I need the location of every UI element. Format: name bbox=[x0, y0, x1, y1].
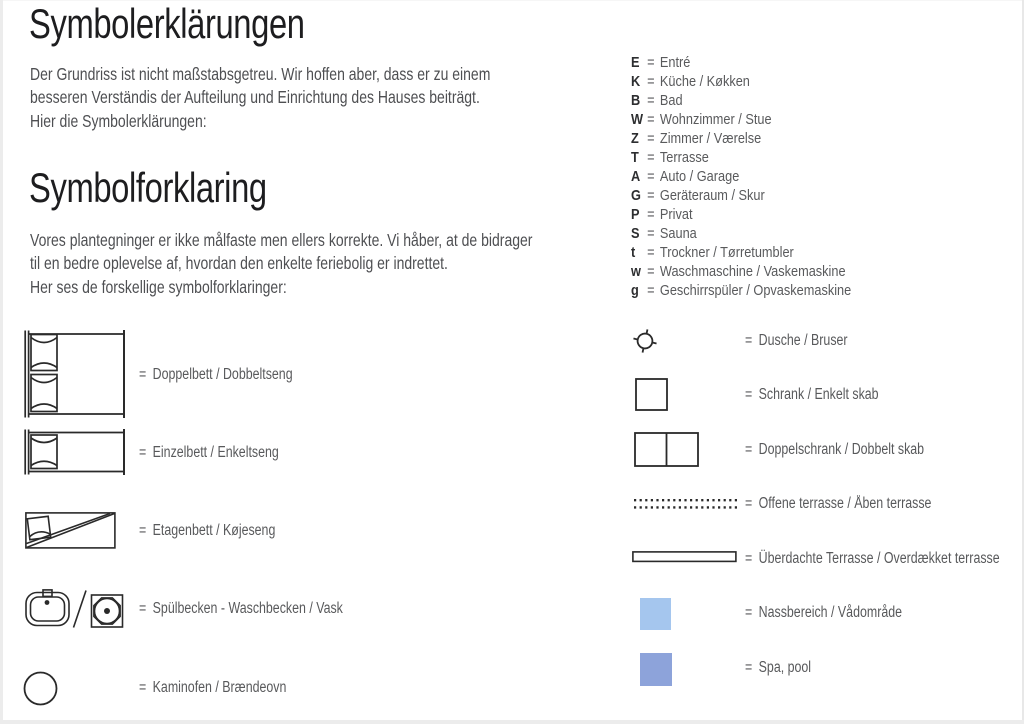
equals-sign: = bbox=[647, 282, 655, 299]
open-terrace-label: = Offene terrasse / Åben terrasse bbox=[745, 495, 932, 512]
legend-label: Auto / Garage bbox=[659, 168, 740, 185]
legend-label: Trockner / Tørretumbler bbox=[659, 244, 794, 261]
equals-sign: = bbox=[647, 244, 655, 261]
legend-letter: g bbox=[631, 282, 639, 299]
legend-letter: P bbox=[631, 206, 640, 223]
double-wardrobe-icon bbox=[634, 432, 699, 467]
shower-icon bbox=[632, 328, 658, 354]
wet-area-label: = Nassbereich / Vådområde bbox=[745, 604, 903, 621]
single-bed-label: = Einzelbett / Enkeltseng bbox=[139, 444, 279, 461]
equals-sign: = bbox=[647, 111, 655, 128]
legend-letter: E bbox=[631, 54, 640, 71]
legend-label: Terrasse bbox=[659, 149, 709, 166]
wood-stove-icon bbox=[22, 670, 59, 707]
covered-terrace-label: = Überdachte Terrasse / Overdækket terrasse bbox=[745, 550, 1000, 567]
letter-legend-row-t bbox=[631, 243, 794, 262]
letter-legend-row-w bbox=[631, 262, 846, 281]
spa-pool-icon bbox=[640, 653, 672, 686]
letter-legend-row-g bbox=[631, 281, 851, 300]
double-bed-icon bbox=[24, 330, 128, 418]
legend-letter: t bbox=[631, 244, 636, 261]
sink-icon bbox=[25, 589, 124, 629]
wood-stove-label: = Kaminofen / Brændeovn bbox=[139, 679, 287, 696]
intro-de-line-3: Hier die Symbolerklärungen: bbox=[30, 110, 207, 131]
legend-letter: T bbox=[631, 149, 639, 166]
intro-de-line-1: Der Grundriss ist nicht maßstabsgetreu. Wir hoffen aber, dass er zu einem bbox=[30, 64, 491, 84]
legend-label: Privat bbox=[659, 206, 693, 223]
legend-letter: K bbox=[631, 73, 641, 90]
equals-sign: = bbox=[139, 444, 147, 461]
single-bed-icon bbox=[24, 429, 128, 475]
legend-label: Wohnzimmer / Stue bbox=[659, 111, 772, 128]
covered-terrace-icon bbox=[632, 551, 737, 563]
equals-sign: = bbox=[139, 600, 147, 617]
sink-label: = Spülbecken - Waschbecken / Vask bbox=[139, 600, 343, 617]
letter-legend-row-W bbox=[631, 110, 772, 129]
letter-legend-row-Z bbox=[631, 129, 761, 148]
equals-sign: = bbox=[745, 659, 753, 676]
legend-letter: w bbox=[631, 263, 641, 280]
legend-letter: W bbox=[631, 111, 644, 128]
equals-sign: = bbox=[745, 550, 753, 567]
intro-paragraph-danish bbox=[30, 229, 532, 299]
single-wardrobe-label: = Schrank / Enkelt skab bbox=[745, 386, 879, 403]
letter-legend-row-T bbox=[631, 148, 709, 167]
spa-pool-label: = Spa, pool bbox=[745, 659, 812, 676]
legend-letter: A bbox=[631, 168, 641, 185]
equals-sign: = bbox=[647, 73, 655, 90]
equals-sign: = bbox=[647, 168, 655, 185]
letter-legend-row-S bbox=[631, 224, 697, 243]
intro-de-line-2: besseren Verständis der Aufteilung und Einrichtung des Hauses beiträgt. bbox=[30, 87, 480, 108]
intro-dk-line-1: Vores plantegninger er ikke målfaste men ellers korrekte. Vi håber, at de bidrager bbox=[30, 230, 533, 250]
intro-paragraph-german bbox=[30, 63, 490, 133]
page-title-danish: Symbolforklaring bbox=[29, 164, 267, 211]
equals-sign: = bbox=[745, 495, 753, 512]
equals-sign: = bbox=[139, 522, 147, 539]
legend-label: Küche / Køkken bbox=[659, 73, 750, 90]
legend-label: Bad bbox=[659, 92, 683, 109]
equals-sign: = bbox=[647, 92, 655, 109]
legend-label: Geräteraum / Skur bbox=[659, 187, 765, 204]
letter-legend-row-K bbox=[631, 72, 750, 91]
legend-letter: G bbox=[631, 187, 641, 204]
letter-legend-row-G bbox=[631, 186, 765, 205]
bunk-bed-icon bbox=[25, 512, 116, 549]
equals-sign: = bbox=[647, 225, 655, 242]
double-wardrobe-label: = Doppelschrank / Dobbelt skab bbox=[745, 441, 925, 458]
intro-dk-line-3: Her ses de forskellige symbolforklaringer: bbox=[30, 276, 287, 297]
equals-sign: = bbox=[745, 604, 753, 621]
page-title-german: Symbolerklärungen bbox=[29, 0, 305, 47]
letter-legend-row-P bbox=[631, 205, 692, 224]
legend-label: Geschirrspüler / Opvaskemaskine bbox=[659, 282, 852, 299]
legend-label: Zimmer / Værelse bbox=[659, 130, 762, 147]
legend-letter: Z bbox=[631, 130, 639, 147]
equals-sign: = bbox=[647, 149, 655, 166]
equals-sign: = bbox=[647, 130, 655, 147]
equals-sign: = bbox=[139, 366, 147, 383]
legend-label: Entré bbox=[659, 54, 691, 71]
equals-sign: = bbox=[647, 263, 655, 280]
legend-letter: B bbox=[631, 92, 641, 109]
legend-label: Sauna bbox=[659, 225, 697, 242]
equals-sign: = bbox=[647, 187, 655, 204]
legend-label: Waschmaschine / Vaskemaskine bbox=[659, 263, 846, 280]
bunk-bed-label: = Etagenbett / Køjeseng bbox=[139, 522, 276, 539]
equals-sign: = bbox=[745, 332, 753, 349]
equals-sign: = bbox=[647, 54, 655, 71]
shower-label: = Dusche / Bruser bbox=[745, 332, 848, 349]
wet-area-icon bbox=[640, 598, 671, 630]
open-terrace-icon bbox=[633, 497, 738, 511]
equals-sign: = bbox=[647, 206, 655, 223]
equals-sign: = bbox=[745, 441, 753, 458]
legend-letter: S bbox=[631, 225, 640, 242]
letter-legend-row-B bbox=[631, 91, 683, 110]
letter-legend-row-E bbox=[631, 53, 690, 72]
single-wardrobe-icon bbox=[635, 378, 668, 411]
double-bed-label: = Doppelbett / Dobbeltseng bbox=[139, 366, 293, 383]
letter-legend-row-A bbox=[631, 167, 739, 186]
equals-sign: = bbox=[745, 386, 753, 403]
intro-dk-line-2: til en bedre oplevelse af, hvordan den enkelte feriebolig er indrettet. bbox=[30, 253, 448, 274]
equals-sign: = bbox=[139, 679, 147, 696]
